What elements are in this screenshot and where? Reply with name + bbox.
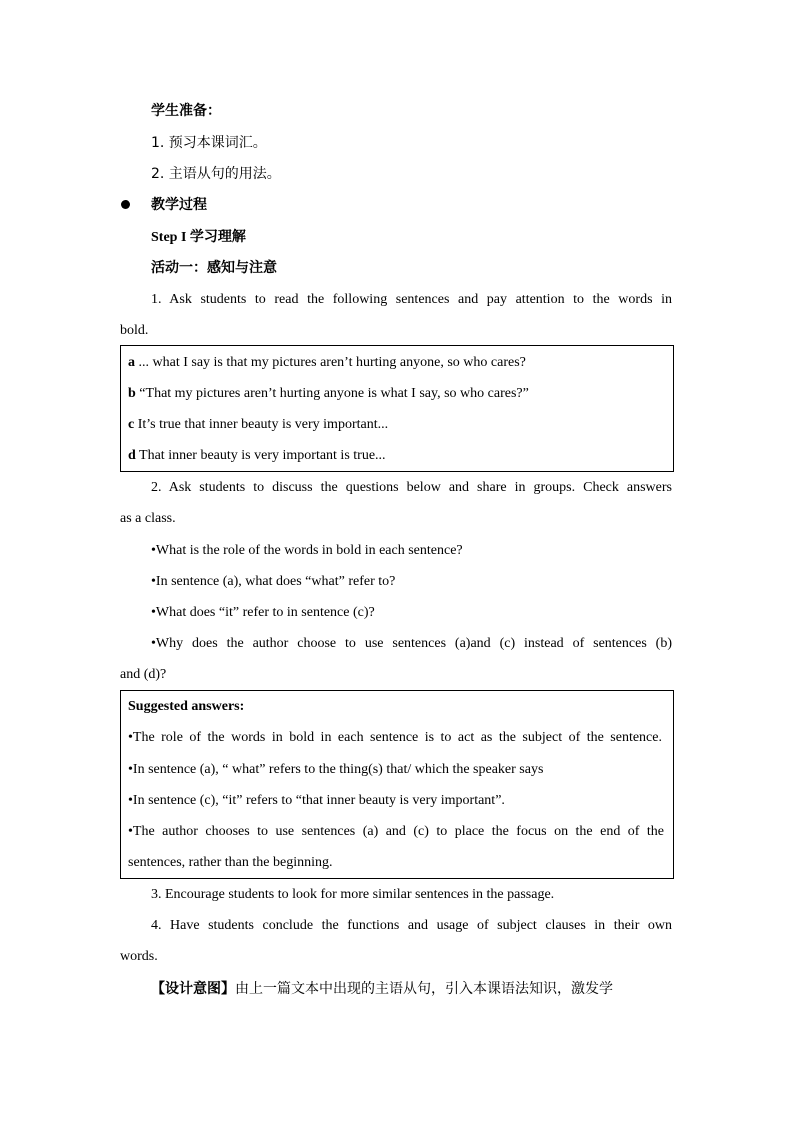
design-text: 由上一篇文本中出现的主语从句，引入本课语法知识，激发学: [235, 981, 613, 997]
activity-heading: 活动一：感知与注意: [151, 260, 277, 276]
answers-box: [120, 690, 674, 879]
step-heading: [151, 227, 246, 248]
bullet-dot-icon: [121, 200, 130, 209]
instruction-2-line-2: as a class.: [120, 511, 176, 526]
instruction-4-line-1: 4. Have students conclude the functions and usage of subject clauses in their own: [151, 918, 672, 933]
prep-heading: 学生准备：: [151, 103, 221, 119]
question-2: •In sentence (a), what does “what” refer to?: [151, 574, 396, 589]
example-c: c It’s true that inner beauty is very important...: [128, 417, 389, 432]
example-d: d That inner beauty is very important is true...: [128, 448, 386, 463]
instruction-1-line-2: bold.: [120, 323, 149, 338]
example-b: b “That my pictures aren’t hurting anyone is what I say, so who cares?”: [128, 386, 529, 401]
instruction-4-line-2: words.: [120, 949, 158, 964]
design-label: 【设计意图】: [151, 981, 235, 997]
answer-4-line-2: sentences, rather than the beginning.: [128, 855, 333, 870]
answer-2: •In sentence (a), “ what” refers to the thing(s) that/ which the speaker says: [128, 762, 544, 777]
answers-heading: Suggested answers:: [128, 699, 245, 714]
design-intention: [151, 979, 613, 999]
question-1: •What is the role of the words in bold in each sentence?: [151, 543, 463, 558]
answer-1: •The role of the words in bold in each sentence is to act as the subject of the sentence.: [128, 730, 662, 745]
question-4-line-2: and (d)?: [120, 667, 167, 682]
instruction-2-line-1: 2. Ask students to discuss the questions below and share in groups. Check answers: [151, 480, 672, 495]
prep-item-2: 2. 主语从句的用法。: [151, 166, 281, 182]
prep-item-1: 1. 预习本课词汇。: [151, 135, 267, 151]
instruction-3: 3. Encourage students to look for more similar sentences in the passage.: [151, 887, 555, 902]
instruction-1-line-1: 1. Ask students to read the following sentences and pay attention to the words in: [151, 292, 672, 307]
step-cn: 学习理解: [189, 229, 246, 245]
step-prefix: Step I: [151, 230, 190, 245]
example-a: a ... what I say is that my pictures aren’t hurting anyone, so who cares?: [128, 355, 526, 370]
question-3: •What does “it” refer to in sentence (c)?: [151, 605, 375, 620]
answer-4-line-1: •The author chooses to use sentences (a) and (c) to place the focus on the end of the: [128, 824, 664, 839]
process-heading: 教学过程: [151, 197, 207, 213]
question-4-line-1: •Why does the author choose to use sentences (a)and (c) instead of sentences (b): [151, 636, 672, 651]
answer-3: •In sentence (c), “it” refers to “that inner beauty is very important”.: [128, 793, 505, 808]
